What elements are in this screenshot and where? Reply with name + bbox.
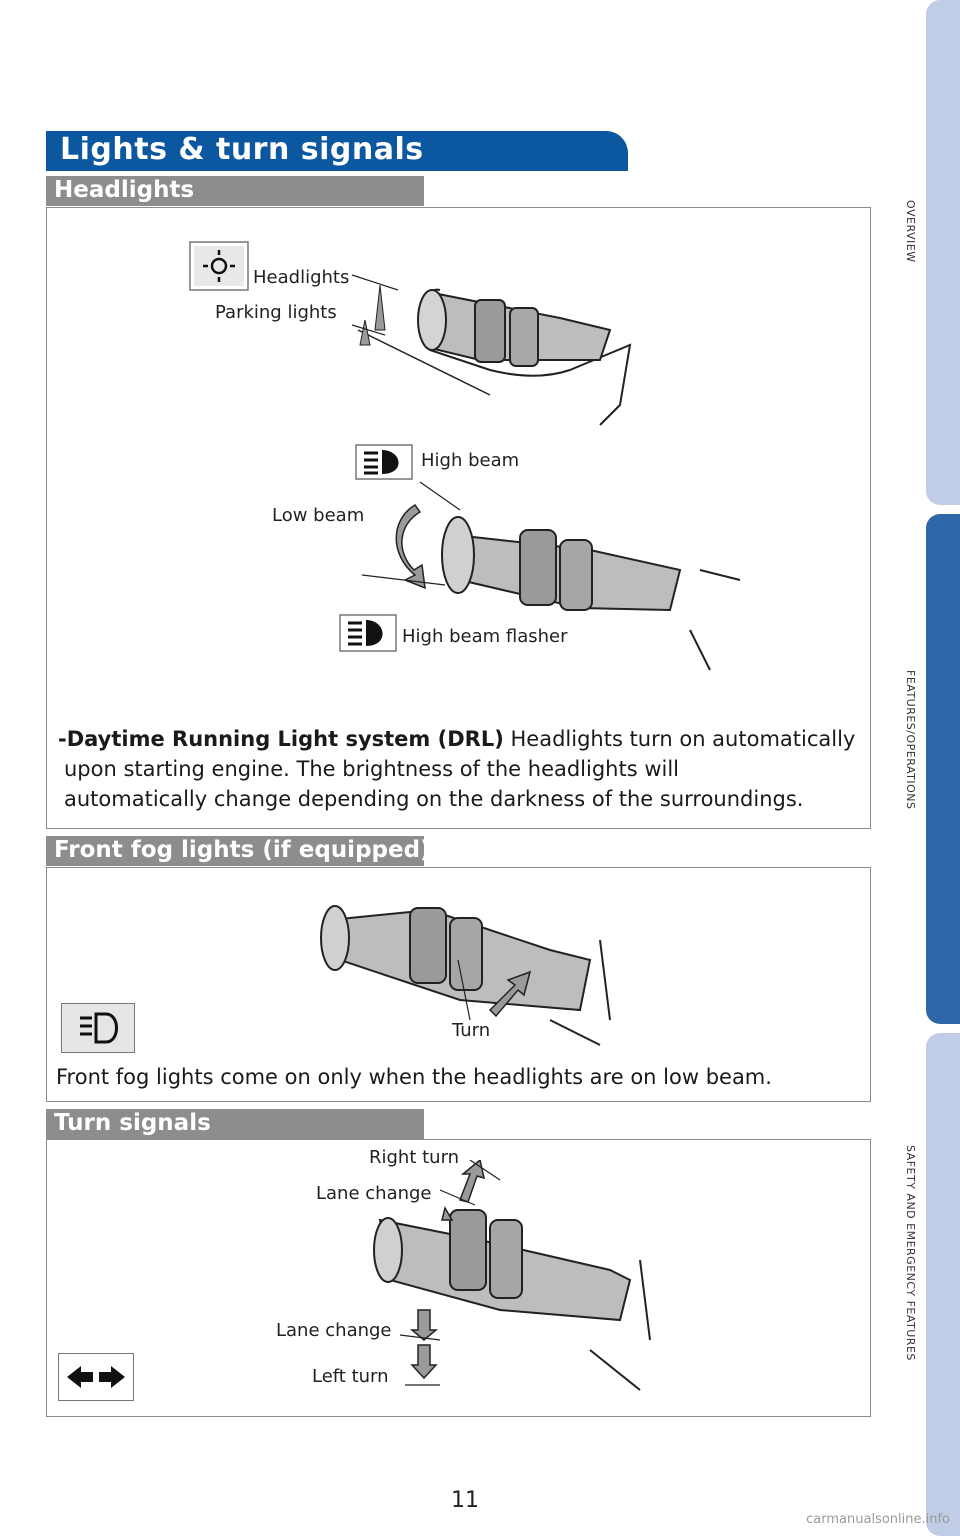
low-beam-label: Low beam	[272, 505, 365, 526]
high-beam-label: High beam	[421, 450, 520, 471]
lane-change-up-label: Lane change	[316, 1183, 432, 1204]
fog-turn-label: Turn	[452, 1020, 491, 1041]
lane-change-down-label: Lane change	[276, 1320, 392, 1341]
tab-safety[interactable]	[926, 1033, 960, 1536]
fog-note: Front fog lights come on only when the headlights are on low beam.	[56, 1065, 772, 1089]
watermark: carmanualsonline.info	[806, 1512, 950, 1527]
drl-text-2: upon starting engine. The brightness of the headlights will	[64, 757, 680, 781]
fog-title: Front fog lights (if equipped)	[54, 837, 431, 863]
tab-features-operations[interactable]	[926, 514, 960, 1024]
drl-text-1: Headlights turn on automatically	[503, 727, 856, 751]
headlight-stalk-illustration	[180, 230, 660, 430]
tab-overview-label: OVERVIEW	[904, 200, 917, 263]
page-number: 11	[451, 1488, 479, 1513]
tab-overview[interactable]	[926, 0, 960, 505]
headlights-title: Headlights	[54, 177, 195, 203]
chapter-title: Lights & turn signals	[60, 132, 424, 167]
drl-heading: -Daytime Running Light system (DRL)	[58, 727, 504, 751]
drl-text-3: automatically change depending on the darkness of the surroundings.	[64, 787, 804, 811]
tab-safety-label: SAFETY AND EMERGENCY FEATURES	[904, 1145, 917, 1361]
tab-features-label: FEATURES/OPERATIONS	[904, 670, 917, 810]
drl-paragraph	[58, 724, 858, 814]
left-turn-label: Left turn	[312, 1366, 389, 1387]
high-beam-flasher-label: High beam flasher	[402, 626, 568, 647]
turn-signal-icon	[58, 1353, 134, 1401]
turn-signals-title: Turn signals	[54, 1110, 211, 1136]
parking-lights-label: Parking lights	[215, 302, 337, 323]
fog-light-icon	[61, 1003, 135, 1053]
headlights-label: Headlights	[253, 267, 350, 288]
right-turn-label: Right turn	[369, 1147, 460, 1168]
